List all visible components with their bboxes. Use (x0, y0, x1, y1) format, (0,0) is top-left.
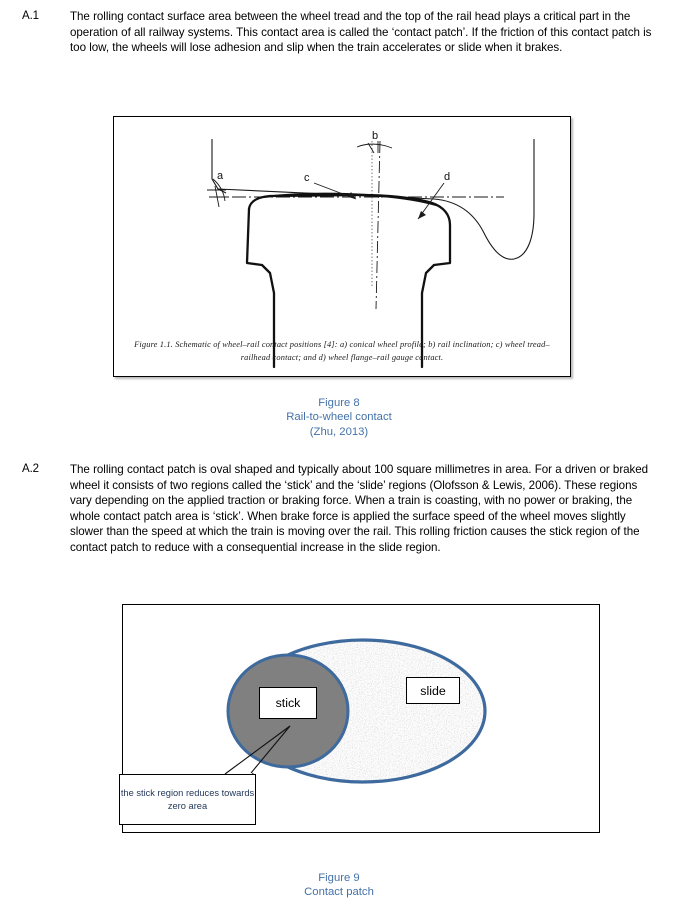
figure8-label-a: a (217, 170, 224, 182)
paragraph-a2 (22, 462, 656, 556)
stick-region-note-box (119, 774, 256, 825)
figure8-label-d: d (444, 171, 451, 183)
figure8-caption (0, 396, 678, 439)
figure8-caption-line1: Figure 8 (318, 397, 360, 409)
figure8-embedded-caption: Figure 1.1. Schematic of wheel–rail contact positions [4]: a) conical wheel profile; b) rail inclination; c) wheel tread–railhead contact; and d) wheel flange–rail gauge contact. (134, 340, 550, 362)
figure9-caption (0, 871, 678, 900)
figure9-caption-line1: Figure 9 (318, 872, 360, 884)
stick-label-text: stick (275, 696, 301, 710)
figure8-label-b: b (372, 130, 379, 142)
paragraph-a1-text: The rolling contact surface area between the wheel tread and the top of the rail head plays a critical part in the operation of all railway systems. This contact area is called the ‘contact patch’. If the friction of this contact patch is too low, the wheels will lose adhesion and slip when the train accelerates or slide when it brakes. (70, 10, 652, 55)
paragraph-a2-text: The rolling contact patch is oval shaped and typically about 100 square millimetres in area. For a driven or braked wheel it consists of two regions called the ‘stick’ and the ‘slide’ regions (Olofsson & Lewis, 2006). These regions vary depending on the applied traction or braking force. When a train is coasting, with no power or braking, the whole contact patch area is ‘stick’. When brake force is applied the surface speed of the wheel moves slightly slower than the speed at which the train is moving over the rail. This rolling friction causes the stick region of the contact patch to reduce with a consequential increase in the slide region. (70, 463, 649, 554)
figure8-frame (113, 116, 571, 377)
slide-label-box (406, 677, 460, 704)
stick-label-box (259, 687, 317, 719)
paragraph-a2-number: A.2 (22, 463, 39, 475)
figure8-image (114, 117, 570, 376)
slide-label-text: slide (420, 683, 446, 698)
paragraph-a1 (22, 9, 656, 56)
figure8-caption-line3: (Zhu, 2013) (309, 425, 369, 438)
stick-region-note-text: the stick region reduces towards zero area (120, 788, 255, 811)
figure8-caption-line2: Rail-to-wheel contact (286, 411, 392, 424)
figure9-caption-line2: Contact patch (304, 886, 374, 899)
paragraph-a1-number: A.1 (22, 10, 39, 22)
figure8-label-c: c (304, 172, 310, 184)
